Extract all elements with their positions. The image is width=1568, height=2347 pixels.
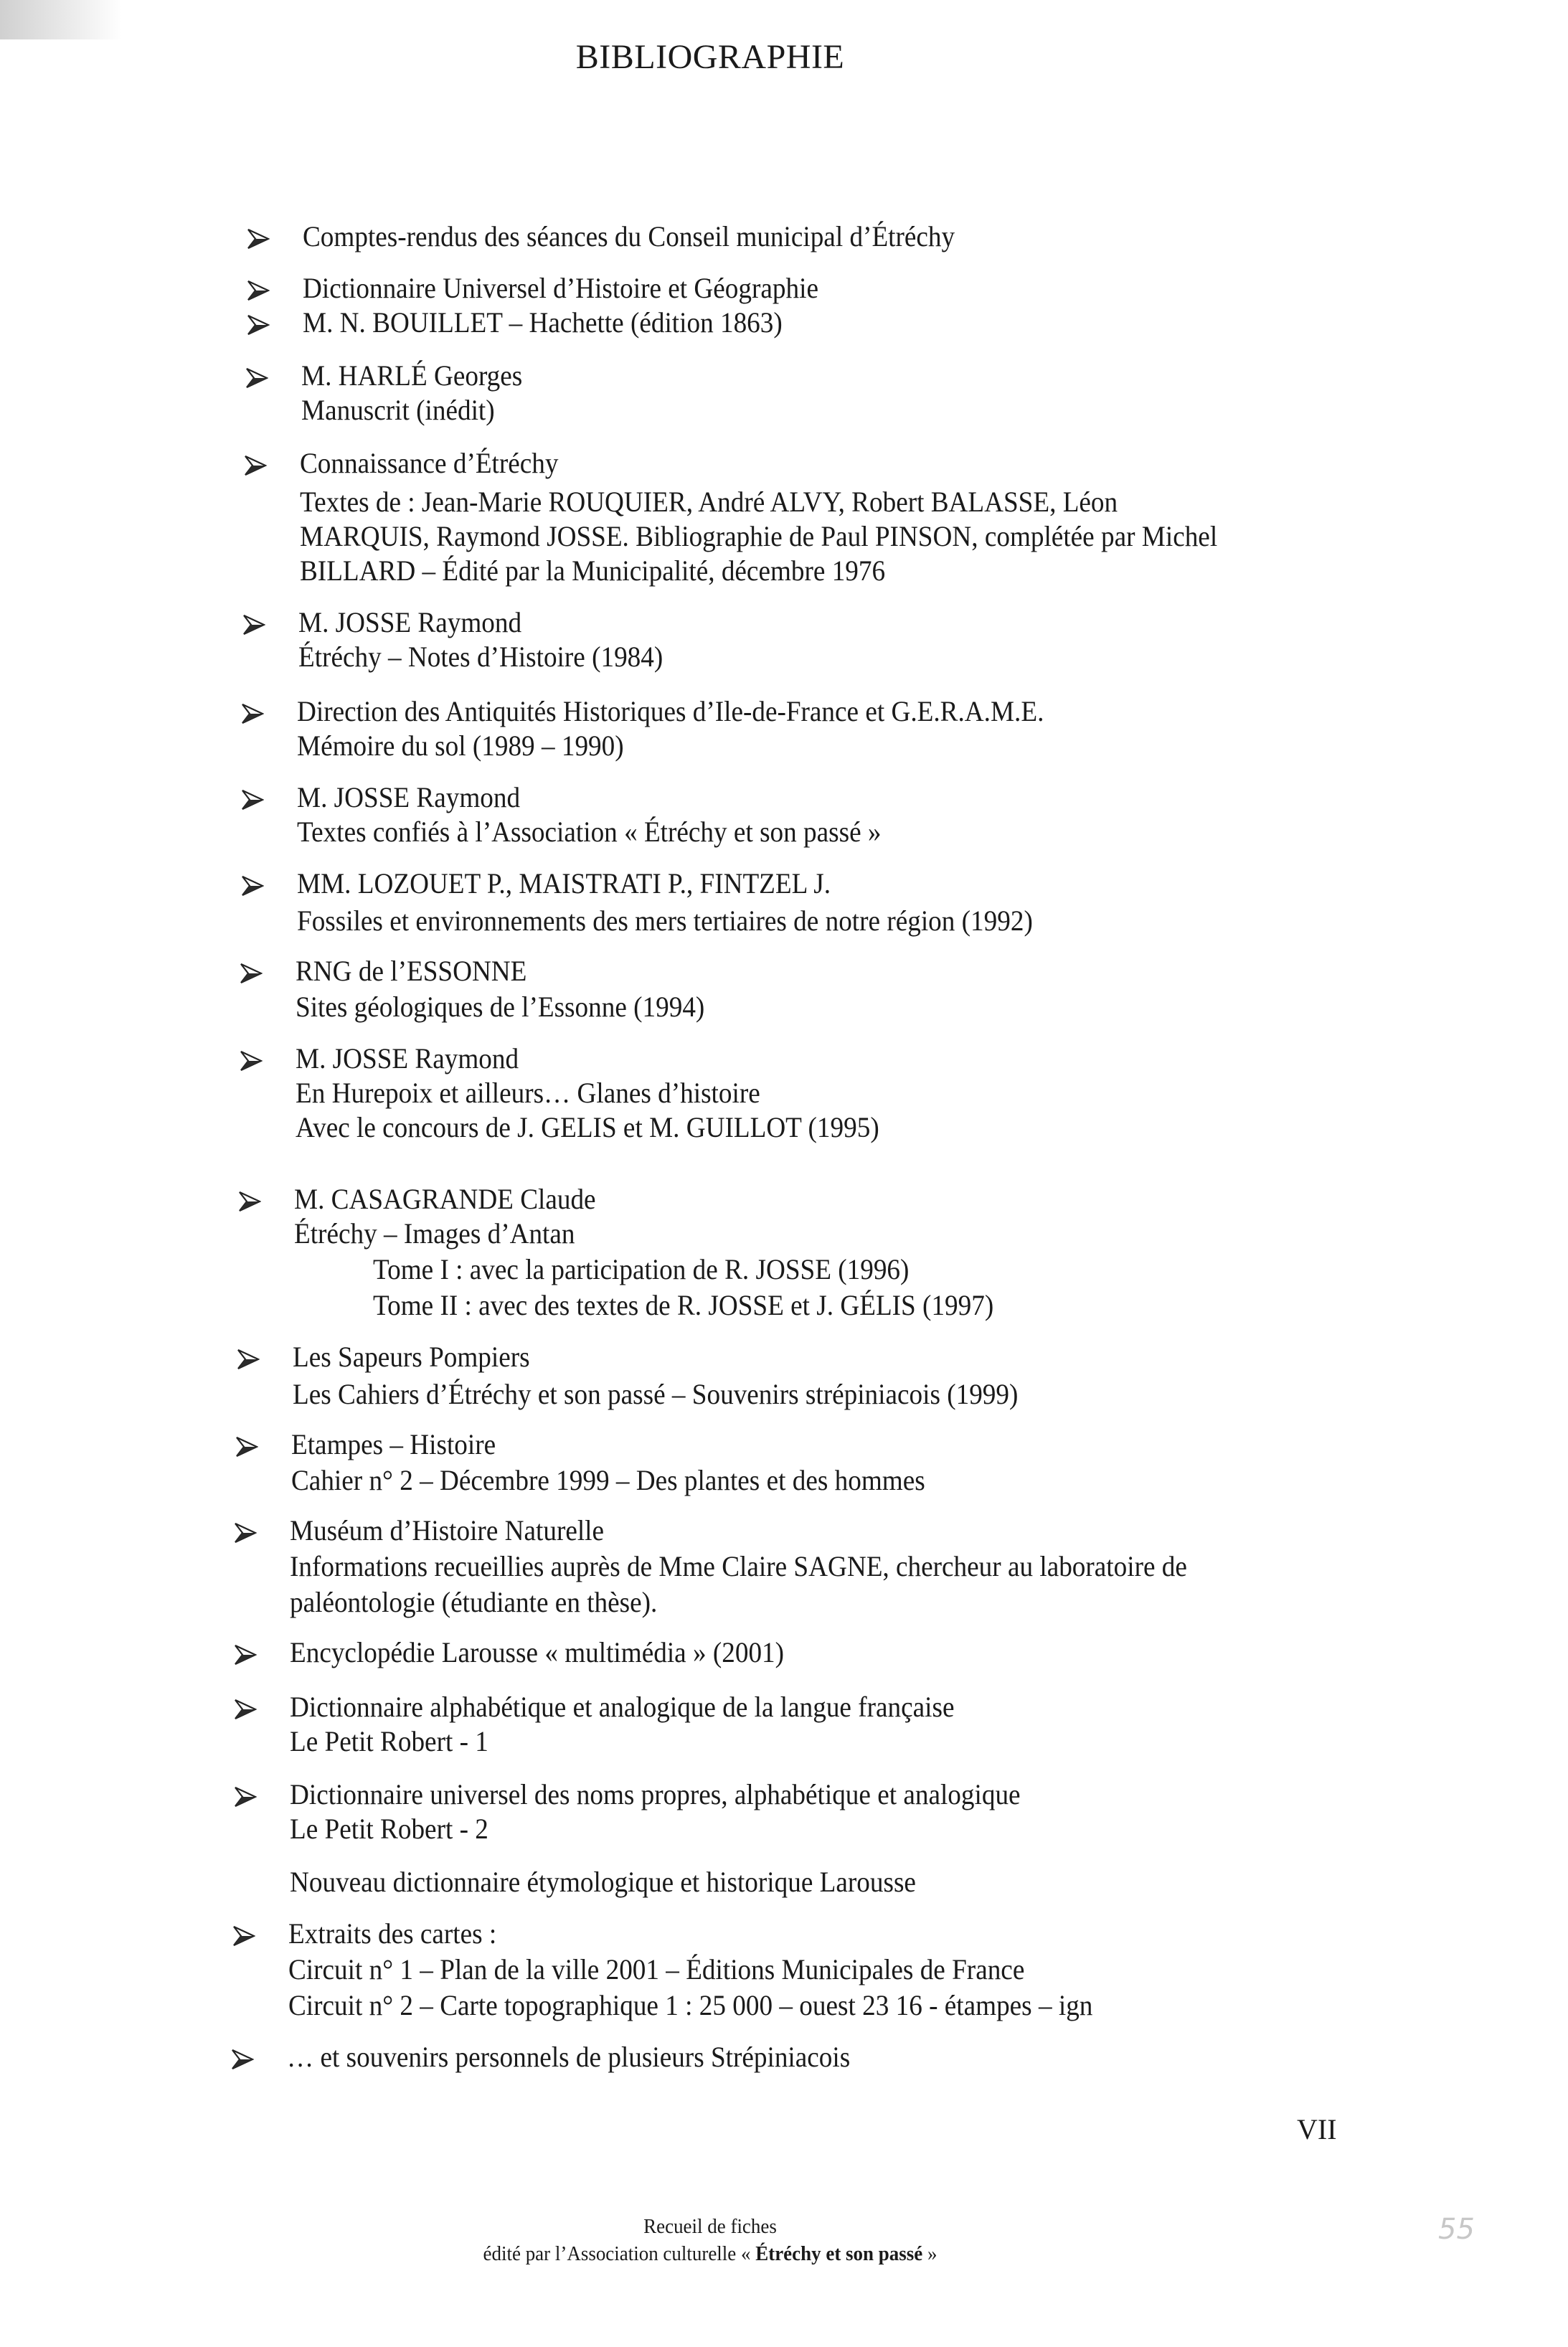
arrowhead-bullet-icon [247,280,270,301]
arrowhead-bullet-icon [241,703,264,724]
arrowhead-bullet-icon [240,1050,263,1072]
entry-detail: Circuit n° 2 – Carte topographique 1 : 25 000 – ouest 23 16 - étampes – ign [288,1989,1093,2021]
entry-detail: Fossiles et environnements des mers tertiaires de notre région (1992) [297,905,1033,937]
arrowhead-bullet-icon [241,789,264,811]
arrowhead-bullet-icon [241,875,264,897]
entry-heading: Nouveau dictionnaire étymologique et historique Larousse [290,1866,916,1898]
entry-heading: RNG de l’ESSONNE [296,955,527,987]
entry-detail: Tome II : avec des textes de R. JOSSE et J. GÉLIS (1997) [373,1289,994,1321]
footer-prefix: édité par l’Association culturelle « [483,2242,756,2265]
entry-detail: Mémoire du sol (1989 – 1990) [297,729,624,762]
arrowhead-bullet-icon [241,875,264,897]
arrowhead-bullet-icon [231,2049,254,2070]
arrowhead-bullet-icon [234,1699,257,1720]
arrowhead-bullet-icon [245,367,268,389]
entry-heading: M. JOSSE Raymond [298,606,522,638]
page-number: VII [1297,2113,1337,2145]
entry-heading: Dictionnaire universel des noms propres, alphabétique et analogique [290,1778,1021,1810]
entry-heading: M. HARLÉ Georges [301,359,523,392]
arrowhead-bullet-icon [245,367,268,389]
footer-line-1: Recueil de fiches [643,2215,777,2238]
entry-heading: Etampes – Histoire [291,1428,496,1460]
arrowhead-bullet-icon [247,314,270,336]
entry-detail: Le Petit Robert - 1 [290,1725,488,1757]
arrowhead-bullet-icon [234,1644,257,1666]
entry-detail: Sites géologiques de l’Essonne (1994) [296,991,705,1023]
handwritten-page-mark: 55 [1438,2213,1475,2246]
footer-suffix: » [922,2242,938,2265]
scan-shadow [0,0,122,39]
arrowhead-bullet-icon [247,314,270,336]
arrowhead-bullet-icon [244,455,267,476]
entry-detail: BILLARD – Édité par la Municipalité, décembre 1976 [300,554,886,587]
arrowhead-bullet-icon [238,1191,261,1212]
arrowhead-bullet-icon [244,455,267,476]
arrowhead-bullet-icon [234,1522,257,1544]
arrowhead-bullet-icon [240,1050,263,1072]
entry-detail: En Hurepoix et ailleurs… Glanes d’histoire [296,1077,760,1109]
arrowhead-bullet-icon [232,1925,255,1947]
entry-heading: Dictionnaire Universel d’Histoire et Géographie [303,272,818,304]
footer-line-2 [49,2242,1370,2266]
entry-detail: Étréchy – Notes d’Histoire (1984) [298,641,663,673]
entry-detail: paléontologie (étudiante en thèse). [290,1586,658,1618]
entry-heading: M. JOSSE Raymond [296,1042,519,1075]
entry-detail: Les Cahiers d’Étréchy et son passé – Souvenirs strépiniacois (1999) [293,1378,1019,1410]
arrowhead-bullet-icon [234,1522,257,1544]
entry-detail: Tome I : avec la participation de R. JOSSE (1996) [373,1253,910,1285]
arrowhead-bullet-icon [241,789,264,811]
arrowhead-bullet-icon [247,228,270,250]
entry-heading: M. CASAGRANDE Claude [294,1183,596,1215]
arrowhead-bullet-icon [238,1191,261,1212]
arrowhead-bullet-icon [242,614,265,636]
entry-heading: Connaissance d’Étréchy [300,447,559,479]
entry-heading: MM. LOZOUET P., MAISTRATI P., FINTZEL J. [297,867,831,899]
entry-heading: Comptes-rendus des séances du Conseil municipal d’Étréchy [303,220,955,252]
entry-detail: Avec le concours de J. GELIS et M. GUILLOT (1995) [296,1111,879,1143]
entry-detail: Informations recueillies auprès de Mme Claire SAGNE, chercheur au laboratoire de [290,1550,1187,1582]
entry-detail: Circuit n° 1 – Plan de la ville 2001 – Éditions Municipales de France [288,1953,1025,1985]
entry-detail: Manuscrit (inédit) [301,394,495,426]
arrowhead-bullet-icon [247,280,270,301]
entry-detail: Étréchy – Images d’Antan [294,1217,575,1250]
arrowhead-bullet-icon [234,1786,257,1808]
arrowhead-bullet-icon [234,1644,257,1666]
arrowhead-bullet-icon [234,1786,257,1808]
entry-heading: Encyclopédie Larousse « multimédia » (2001) [290,1636,785,1668]
entry-heading: Direction des Antiquités Historiques d’Ile-de-France et G.E.R.A.M.E. [297,695,1044,727]
arrowhead-bullet-icon [242,614,265,636]
arrowhead-bullet-icon [240,963,263,984]
entry-detail: MARQUIS, Raymond JOSSE. Bibliographie de Paul PINSON, complétée par Michel [300,520,1218,552]
entry-heading: Muséum d’Histoire Naturelle [290,1514,605,1546]
entry-detail: Textes de : Jean-Marie ROUQUIER, André ALVY, Robert BALASSE, Léon [300,486,1118,518]
arrowhead-bullet-icon [247,228,270,250]
entry-heading: … et souvenirs personnels de plusieurs Strépiniacois [287,2041,851,2073]
arrowhead-bullet-icon [235,1436,258,1458]
entry-detail: Cahier n° 2 – Décembre 1999 – Des plantes et des hommes [291,1464,925,1496]
entry-heading: Les Sapeurs Pompiers [293,1341,530,1373]
entry-detail: Le Petit Robert - 2 [290,1813,488,1845]
entry-heading: Dictionnaire alphabétique et analogique de la langue française [290,1691,955,1723]
page-title: BIBLIOGRAPHIE [575,38,845,76]
arrowhead-bullet-icon [237,1349,260,1370]
entry-heading: M. JOSSE Raymond [297,781,521,813]
entry-detail: Textes confiés à l’Association « Étréchy et son passé » [297,816,882,848]
arrowhead-bullet-icon [232,1925,255,1947]
arrowhead-bullet-icon [240,963,263,984]
arrowhead-bullet-icon [234,1699,257,1720]
arrowhead-bullet-icon [235,1436,258,1458]
arrowhead-bullet-icon [231,2049,254,2070]
entry-heading: M. N. BOUILLET – Hachette (édition 1863) [303,306,783,339]
footer-association-name: Étréchy et son passé [755,2242,923,2265]
arrowhead-bullet-icon [241,703,264,724]
arrowhead-bullet-icon [237,1349,260,1370]
entry-heading: Extraits des cartes : [288,1917,497,1950]
